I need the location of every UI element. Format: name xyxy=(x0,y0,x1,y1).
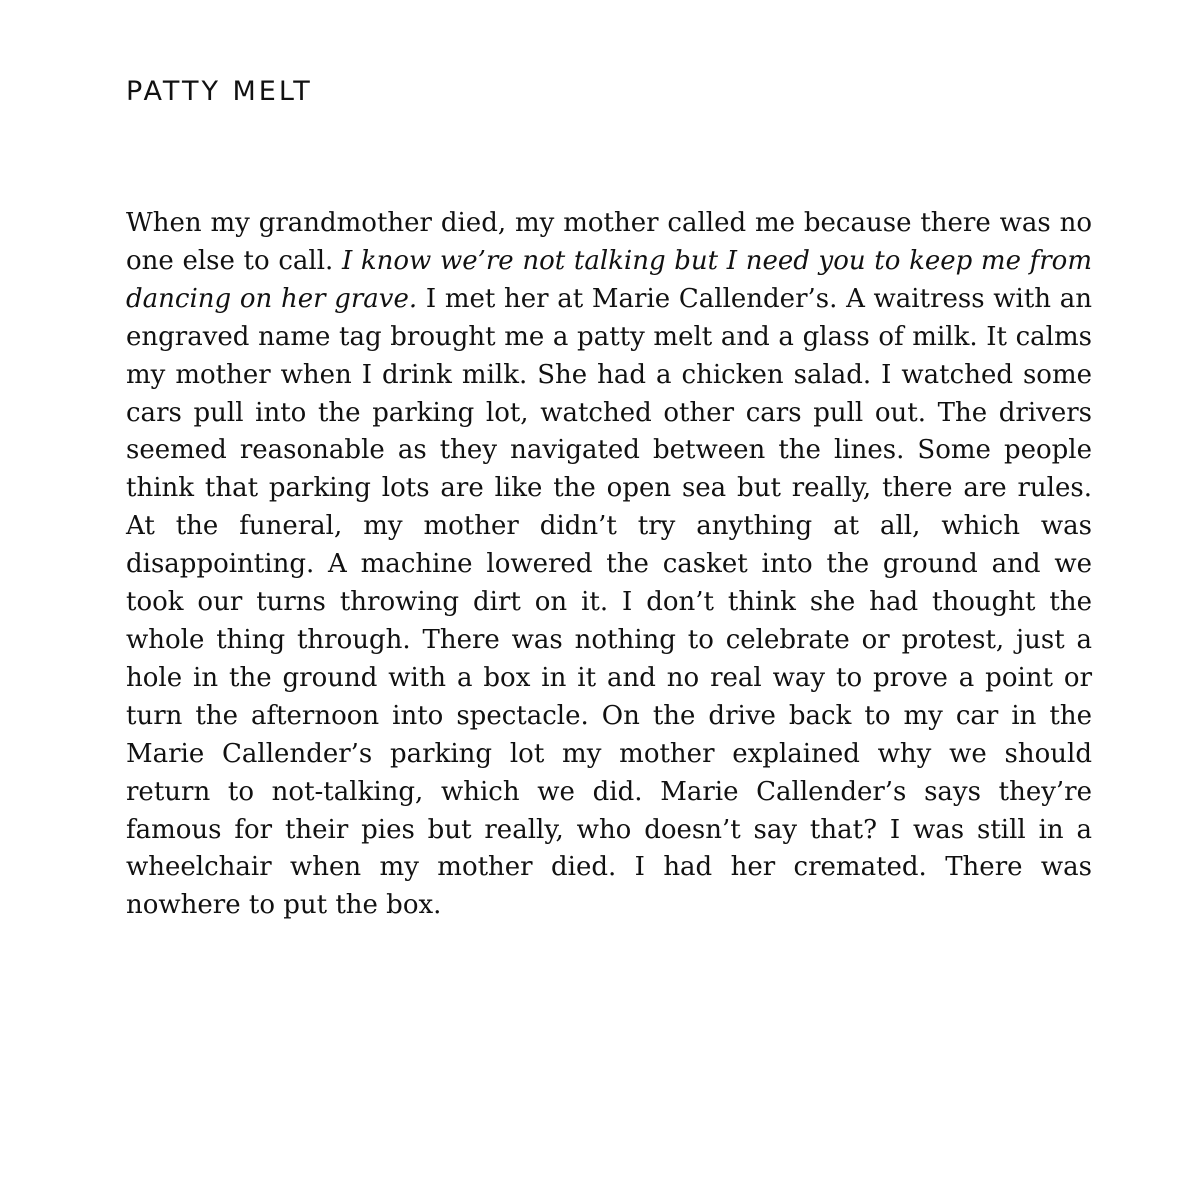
page-title: PATTY MELT xyxy=(126,76,313,107)
prose-paragraph xyxy=(126,205,1092,925)
paragraph-text-opening: When my grandmother died, my mother called me because there was no one else to call. xyxy=(126,208,1092,276)
paragraph-text-body: I met her at Marie Callender’s. A waitress with an engraved name tag brought me a patty melt and a glass of milk. It calms my mother when I drink milk. She had a chicken salad. I watched some cars pull into the parking lot, watched other cars pull out. The drivers seemed reasonable as they navigated between the lines. Some people think that parking lots are like the open sea but really, there are rules. At the funeral, my mother didn’t try anything at all, which was disappointing. A machine lowered the casket into the ground and we took our turns throwing dirt on it. I don’t think she had thought the whole thing through. There was nothing to celebrate or protest, just a hole in the ground with a box in it and no real way to prove a point or turn the afternoon into spectacle. On the drive back to my car in the Marie Callender’s parking lot my mother explained why we should return to not-talking, which we did. Marie Callender’s says they’re famous for their pies but really, who doesn’t say that? I was still in a wheelchair when my mother died. I had her cremated. There was nowhere to put the box. xyxy=(126,283,1092,921)
paragraph-italic-quote: I know we’re not talking but I need you to keep me from dancing on her grave. xyxy=(126,245,1092,314)
